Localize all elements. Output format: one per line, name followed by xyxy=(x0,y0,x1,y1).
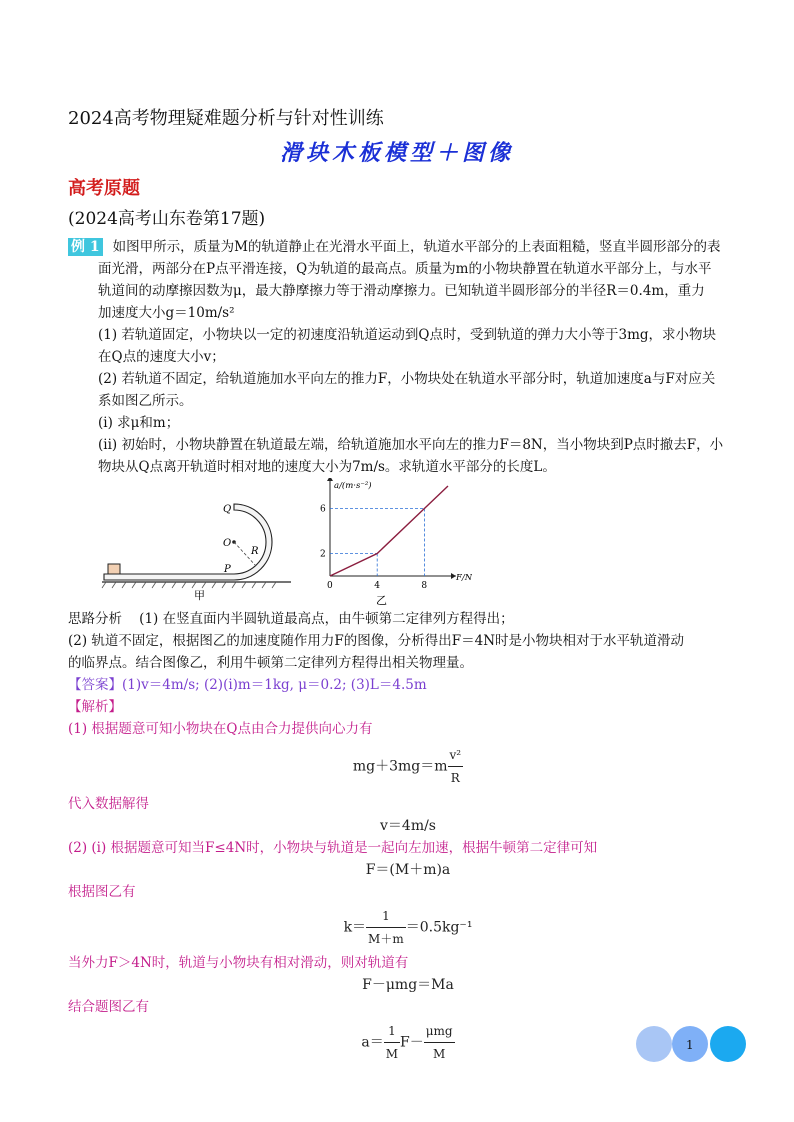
fraction-numerator: 1 xyxy=(366,905,406,928)
label-r: R xyxy=(251,546,259,557)
formula-newton-1: F＝(M＋m)a xyxy=(365,862,451,878)
answer-line: 【答案】(1)v＝4m/s; (2)(i)m＝1kg, μ＝0.2; (3)L＝4.5m xyxy=(68,677,427,693)
solution-step: 根据图乙有 xyxy=(68,884,136,900)
solution-step: (1) 根据题意可知小物块在Q点由合力提供向心力有 xyxy=(68,721,373,737)
analysis-label: 思路分析 xyxy=(68,611,122,627)
solution-step: 代入数据解得 xyxy=(68,796,149,812)
question-2: (2) 若轨道不固定，给轨道施加水平向左的推力F，小物块处在轨道水平部分时，轨道加速度a与F对应关 xyxy=(98,371,716,387)
problem-line: 加速度大小g＝10m/s² xyxy=(98,305,235,321)
fraction-denominator: M＋m xyxy=(368,932,404,946)
y-axis-arrow xyxy=(327,478,333,481)
formula-centripetal xyxy=(68,744,748,789)
formula-left: a＝ xyxy=(361,1034,384,1051)
question-2-ii-cont: 物块从Q点离开轨道时相对地的速度大小为7m/s。求轨道水平部分的长度L。 xyxy=(98,459,556,475)
label-p: P xyxy=(224,564,231,575)
solution-step: 结合题图乙有 xyxy=(68,999,149,1015)
label-q: Q xyxy=(223,504,232,515)
formula-left: mg＋3mg＝m xyxy=(352,758,448,775)
formula-middle: F－ xyxy=(400,1034,424,1051)
question-2-i: (i) 求μ和m； xyxy=(98,415,180,431)
section-title: 高考原题 xyxy=(68,178,140,199)
problem-line: 面光滑，两部分在P点平滑连接，Q为轨道的最高点。质量为m的小物块静置在轨道水平部分上，与水平 xyxy=(98,261,712,277)
y-axis-label: a/(m·s⁻²) xyxy=(334,481,372,491)
example-tag: 例 1 xyxy=(68,238,103,256)
fraction-denominator: R xyxy=(450,771,460,785)
fraction-numerator: v² xyxy=(448,744,464,767)
analysis-line: (2) 轨道不固定，根据图乙的加速度随作用力F的图像，分析得出F＝4N时是小物块相对于水平轨道滑动 xyxy=(68,633,685,649)
track-body xyxy=(104,504,272,580)
data-series-line xyxy=(330,486,448,576)
page-number: 1 xyxy=(686,1038,694,1052)
x-tick-label: 8 xyxy=(421,581,428,591)
question-1: (1) 若轨道固定，小物块以一定的初速度沿轨道运动到Q点时，受到轨道的弹力大小等于3mg，求小物块 xyxy=(98,327,717,343)
problem-line: 轨道间的动摩擦因数为μ，最大静摩擦力等于滑动摩擦力。已知轨道半圆形部分的半径R＝0.4m，重力 xyxy=(98,283,705,299)
label-o: O xyxy=(223,538,232,549)
solution-step: (2) (i) 根据题意可知当F≤4N时，小物块与轨道是一起向左加速，根据牛顿第二定律可知 xyxy=(68,840,598,856)
figure2-caption: 乙 xyxy=(376,594,387,606)
document-subtitle: 滑块木板模型＋图像 xyxy=(279,140,514,166)
problem-statement xyxy=(68,236,748,478)
formula-left: k＝ xyxy=(343,919,367,936)
fraction-numerator: 1 xyxy=(384,1020,400,1043)
block xyxy=(108,564,120,574)
y-tick-label: 2 xyxy=(320,549,326,560)
analysis-line: 的临界点。结合图像乙，利用牛顿第二定律列方程得出相关物理量。 xyxy=(68,655,473,671)
formula-slope xyxy=(68,905,748,950)
x-axis-label: F/N xyxy=(456,573,472,583)
analysis-line: (1) 在竖直面内半圆轨道最高点，由牛顿第二定律列方程得出； xyxy=(139,611,514,627)
x-tick-label: 0 xyxy=(327,581,333,591)
y-tick-label: 6 xyxy=(320,504,326,515)
acceleration-force-chart xyxy=(312,478,472,606)
formula-right: ＝0.5kg⁻¹ xyxy=(405,919,473,936)
fraction-denominator: M xyxy=(433,1047,446,1061)
analysis-block xyxy=(68,608,748,1067)
question-2-ii: (ii) 初始时，小物块静置在轨道最左端，给轨道施加水平向左的推力F＝8N，当小物块到P点时撤去F，小 xyxy=(98,437,724,453)
question-2-cont: 系如图乙所示。 xyxy=(98,393,193,409)
question-1-cont: 在Q点的速度大小v； xyxy=(98,349,225,365)
document-title: 2024高考物理疑难题分析与针对性训练 xyxy=(68,108,384,129)
x-tick-label: 4 xyxy=(374,581,380,591)
formula-newton-2: F－μmg＝Ma xyxy=(362,977,454,993)
solution-label: 【解析】 xyxy=(68,699,122,715)
fraction-denominator: M xyxy=(385,1047,399,1061)
figure1-caption: 甲 xyxy=(194,589,205,602)
page-number-badge xyxy=(634,1024,750,1064)
fraction-numerator: μmg xyxy=(424,1020,455,1043)
track-diagram xyxy=(96,490,306,602)
solution-step: 当外力F＞4N时，轨道与小物块有相对滑动，则对轨道有 xyxy=(68,955,409,971)
problem-source: (2024高考山东卷第17题) xyxy=(68,209,266,229)
formula-result-v: v＝4m/s xyxy=(380,818,436,834)
problem-line: 如图甲所示，质量为M的轨道静止在光滑水平面上，轨道水平部分的上表面粗糙，竖直半圆形部分的表 xyxy=(112,239,721,255)
